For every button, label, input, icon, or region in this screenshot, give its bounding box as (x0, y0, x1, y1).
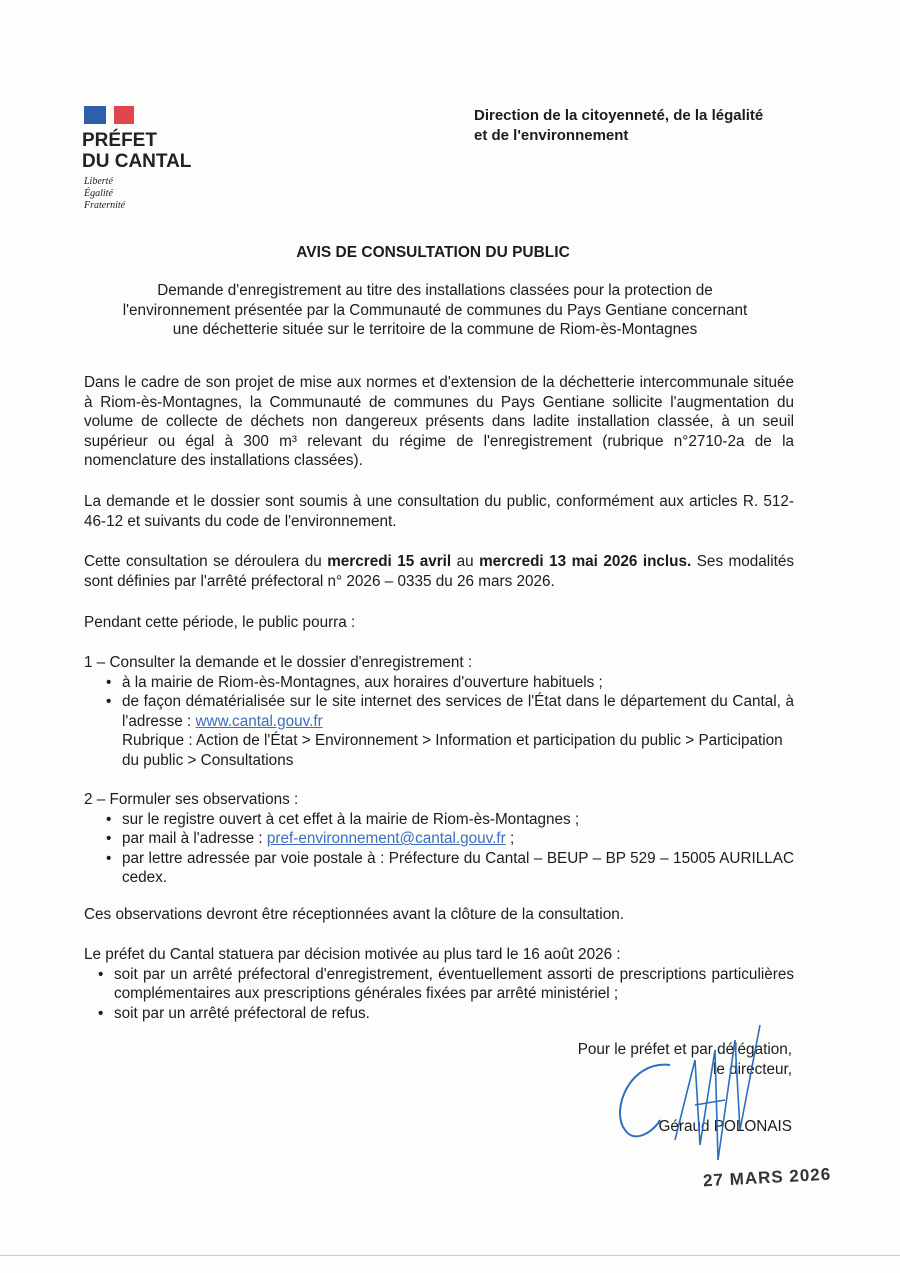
scan-edge-line (0, 1255, 900, 1256)
end-date: mercredi 13 mai 2026 inclus. (479, 553, 692, 570)
text: Ses modalités sont définies par l'arrêté préfectoral n° 2026 – 0335 du 26 mars 2026. (84, 553, 794, 590)
prefecture-logo-text (82, 130, 191, 172)
paragraph-dates (84, 552, 794, 591)
paragraph-context: Dans le cadre de son projet de mise aux normes et d'extension de la déchetterie intercommunale située à Riom-ès-Montagnes, la Communauté de communes du Pays Gentiane sollicite l'augmentation du volume de collecte de déchets non dangereux présents dans ladite installation classée, à un seuil supérieur ou égal à 300 m³ relevant du régime de l'enregistrement (rubrique n°2710-2a de la nomenclature des installations classées). (84, 374, 794, 470)
list-item: • soit par un arrêté préfectoral d'enregistrement, éventuellement assorti de prescriptions particulières complémentaires aux prescriptions générales fixées par arrêté ministériel ; (114, 965, 794, 1004)
list-item (122, 692, 794, 770)
text: de façon dématérialisée sur le site internet des services de l'État dans le département du Cantal, à l'adresse : (122, 693, 794, 730)
intro-line: une déchetterie située sur le territoire de la commune de Riom-ès-Montagnes (172, 321, 698, 339)
motto-fraternite: Fraternité (84, 200, 126, 211)
motto-liberte: Liberté (84, 176, 113, 187)
page-title: AVIS DE CONSULTATION DU PUBLIC (296, 244, 570, 261)
list-item: • par lettre adressée par voie postale à : Préfecture du Cantal – BEUP – BP 529 – 15005 AURILLAC cedex. (122, 849, 794, 888)
direction-line-2: et de l'environnement (474, 127, 629, 144)
marianne-flag-logo (84, 106, 134, 124)
list-item: • soit par un arrêté préfectoral de refus. (114, 1004, 794, 1024)
intro-subtitle (70, 281, 800, 340)
section-heading: 2 – Formuler ses observations : (84, 791, 299, 808)
direction-header (474, 106, 763, 146)
email-link[interactable]: pref-environnement@cantal.gouv.fr (266, 830, 506, 848)
motto (84, 176, 125, 212)
list-item: • à la mairie de Riom-ès-Montagnes, aux horaires d'ouverture habituels ; (122, 673, 794, 693)
signature-line-1: Pour le préfet et par délégation, (577, 1041, 792, 1058)
list-item: • sur le registre ouvert à cet effet à la mairie de Riom-ès-Montagnes ; (122, 810, 794, 830)
motto-egalite: Égalité (84, 188, 113, 199)
section-observations (84, 790, 794, 888)
text: ; (505, 830, 515, 848)
paragraph-period: Pendant cette période, le public pourra : (84, 614, 356, 631)
signatory-name: Géraud POLONAIS (658, 1118, 792, 1136)
text: Cette consultation se déroulera du (84, 553, 328, 570)
section-heading: 1 – Consulter la demande et le dossier d'enregistrement : (84, 654, 473, 671)
website-link[interactable]: www.cantal.gouv.fr (195, 712, 323, 730)
list-item (122, 829, 794, 849)
decision-intro: Le préfet du Cantal statuera par décision motivée au plus tard le 16 août 2026 : (84, 946, 621, 963)
intro-line: Demande d'enregistrement au titre des installations classées pour la protection de (157, 282, 713, 299)
paragraph-consultation: La demande et le dossier sont soumis à une consultation du public, conformément aux articles R. 512-46-12 et suivants du code de l'environnement. (84, 493, 794, 530)
section-decision (84, 945, 794, 1023)
direction-line-1: Direction de la citoyenneté, de la légalité (474, 107, 764, 124)
handwritten-signature (600, 1020, 800, 1170)
intro-line: l'environnement présentée par la Communauté de communes du Pays Gentiane concernant (122, 301, 748, 319)
start-date: mercredi 15 avril (327, 553, 452, 570)
rubrique-path: Rubrique : Action de l'État > Environnement > Information et participation du public > Participation du public > Consultations (122, 732, 783, 769)
paragraph-deadline: Ces observations devront être réceptionnées avant la clôture de la consultation. (84, 906, 624, 923)
logo-line-1: PRÉFET (82, 130, 157, 151)
text: par mail à l'adresse : (122, 830, 267, 848)
date-stamp: 27 MARS 2026 (702, 1164, 832, 1191)
signature-line-2: le directeur, (712, 1060, 792, 1078)
logo-line-2: DU CANTAL (82, 151, 192, 172)
section-consult (84, 653, 794, 771)
text: au (451, 553, 480, 570)
